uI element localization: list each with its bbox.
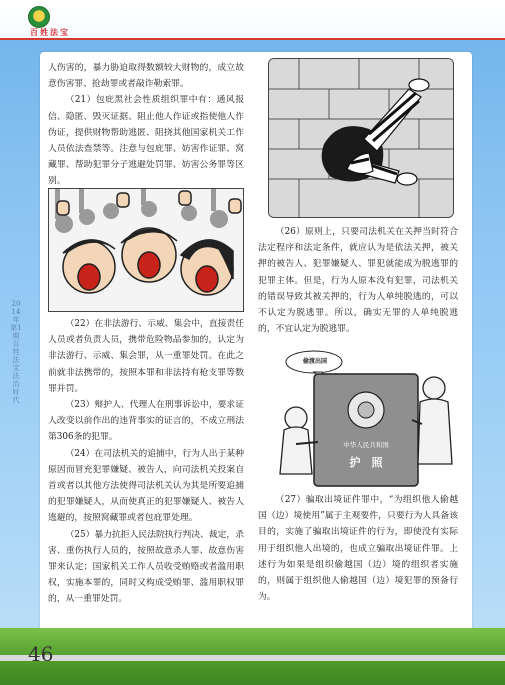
prison-escape-illustration <box>268 58 454 218</box>
paragraph-21: （21）包庇黑社会性质组织罪中有：通风报信、隐匿、毁灭证据、阻止他人作证或指使他人作伪证，提供财物帮助逃匿、阻挠其他国家机关工作人员依法查禁等。注意与包庇罪、妨害作证罪、窝藏罪、帮助犯罪分子逃避处罚罪、妨害公务罪等区别。 <box>48 95 244 187</box>
passport-illustration <box>262 344 458 488</box>
page-header <box>0 0 505 40</box>
paragraph-22: （22）在非法游行、示威、集会中，直接责任人员或者负责人员，携带危险物品参加的，认定为非法游行、示威、集会罪，从一重罪处罚。在此之前就非法携带的，按照本罪和非法持有枪支罪等数罪并罚。 <box>48 319 244 394</box>
speech-bubble-text: 偷渡出国 <box>302 358 327 365</box>
page-number-strip <box>0 655 505 661</box>
right-column-top <box>258 224 458 337</box>
left-column-top <box>48 60 244 190</box>
protest-illustration <box>48 188 244 312</box>
magazine-logo <box>28 6 50 28</box>
side-vertical-text: 2014年第1期 百姓法宝 法治时代 <box>10 300 22 404</box>
page-number: 46 <box>28 642 54 666</box>
passport-title-text: 护 照 <box>349 456 383 469</box>
paragraph-26: （26）原则上，只要司法机关在关押当时符合法定程序和法定条件，就应认为是依法关押，被关押的被告人、犯罪嫌疑人、罪犯就能成为脱逃罪的犯罪主体。但是，行为人原本没有犯罪，司法机关的错误导致其被关押的，行为人单纯脱逃的，可以不认定为脱逃罪。所以，确实无罪的人单纯脱逃的，不宜认定为脱逃罪。 <box>258 227 458 335</box>
paragraph-24: （24）在司法机关的追捕中，行为人出于某种原因而冒充犯罪嫌疑、被告人，向司法机关投案自首或者以其他方法使得司法机关认为其是所要追捕的犯罪嫌疑人，从而使真正的犯罪嫌疑人、被告人逃避的，按照窝藏罪或者包庇罪处理。 <box>48 448 244 524</box>
paragraph-23: （23）辩护人、代理人在刑事诉讼中，要求证人改变以前作出的违背事实的证言的，不成立刑法第306条的犯罪。 <box>48 400 244 443</box>
paragraph-25: （25）暴力抗拒人民法院执行判决、裁定，杀害、重伤执行人员的，按照故意杀人罪、故意伤害罪来认定；国家机关工作人员收受贿赂或者滥用职权，实施本罪的，同时又构成受贿罪、滥用职权罪的，从一重罪处罚。 <box>48 529 244 605</box>
paragraph-27: （27）骗取出境证件罪中，“为组织他人偷越国（边）境使用”属于主观要件，只要行为人具备该目的，实施了骗取出境证件的行为，即使没有实际用于组织他人出境的，也成立骗取出境证件罪。上述行为如果是组织偷越国（边）境的组织者实施的，则属于组织他人偷越国（边）境犯罪的预备行为。 <box>258 495 458 603</box>
header-rule <box>0 38 505 40</box>
right-column-bottom <box>258 492 458 605</box>
paragraph-intro: 人伤害的，暴力胁迫取得数额较大财物的，成立故意伤害罪、抢劫罪或者敲诈勒索罪。 <box>48 63 244 90</box>
magazine-logo-text: 百姓法宝 <box>30 27 70 37</box>
left-column-bottom <box>48 316 244 608</box>
passport-country-text: 中华人民共和国 <box>343 441 389 449</box>
